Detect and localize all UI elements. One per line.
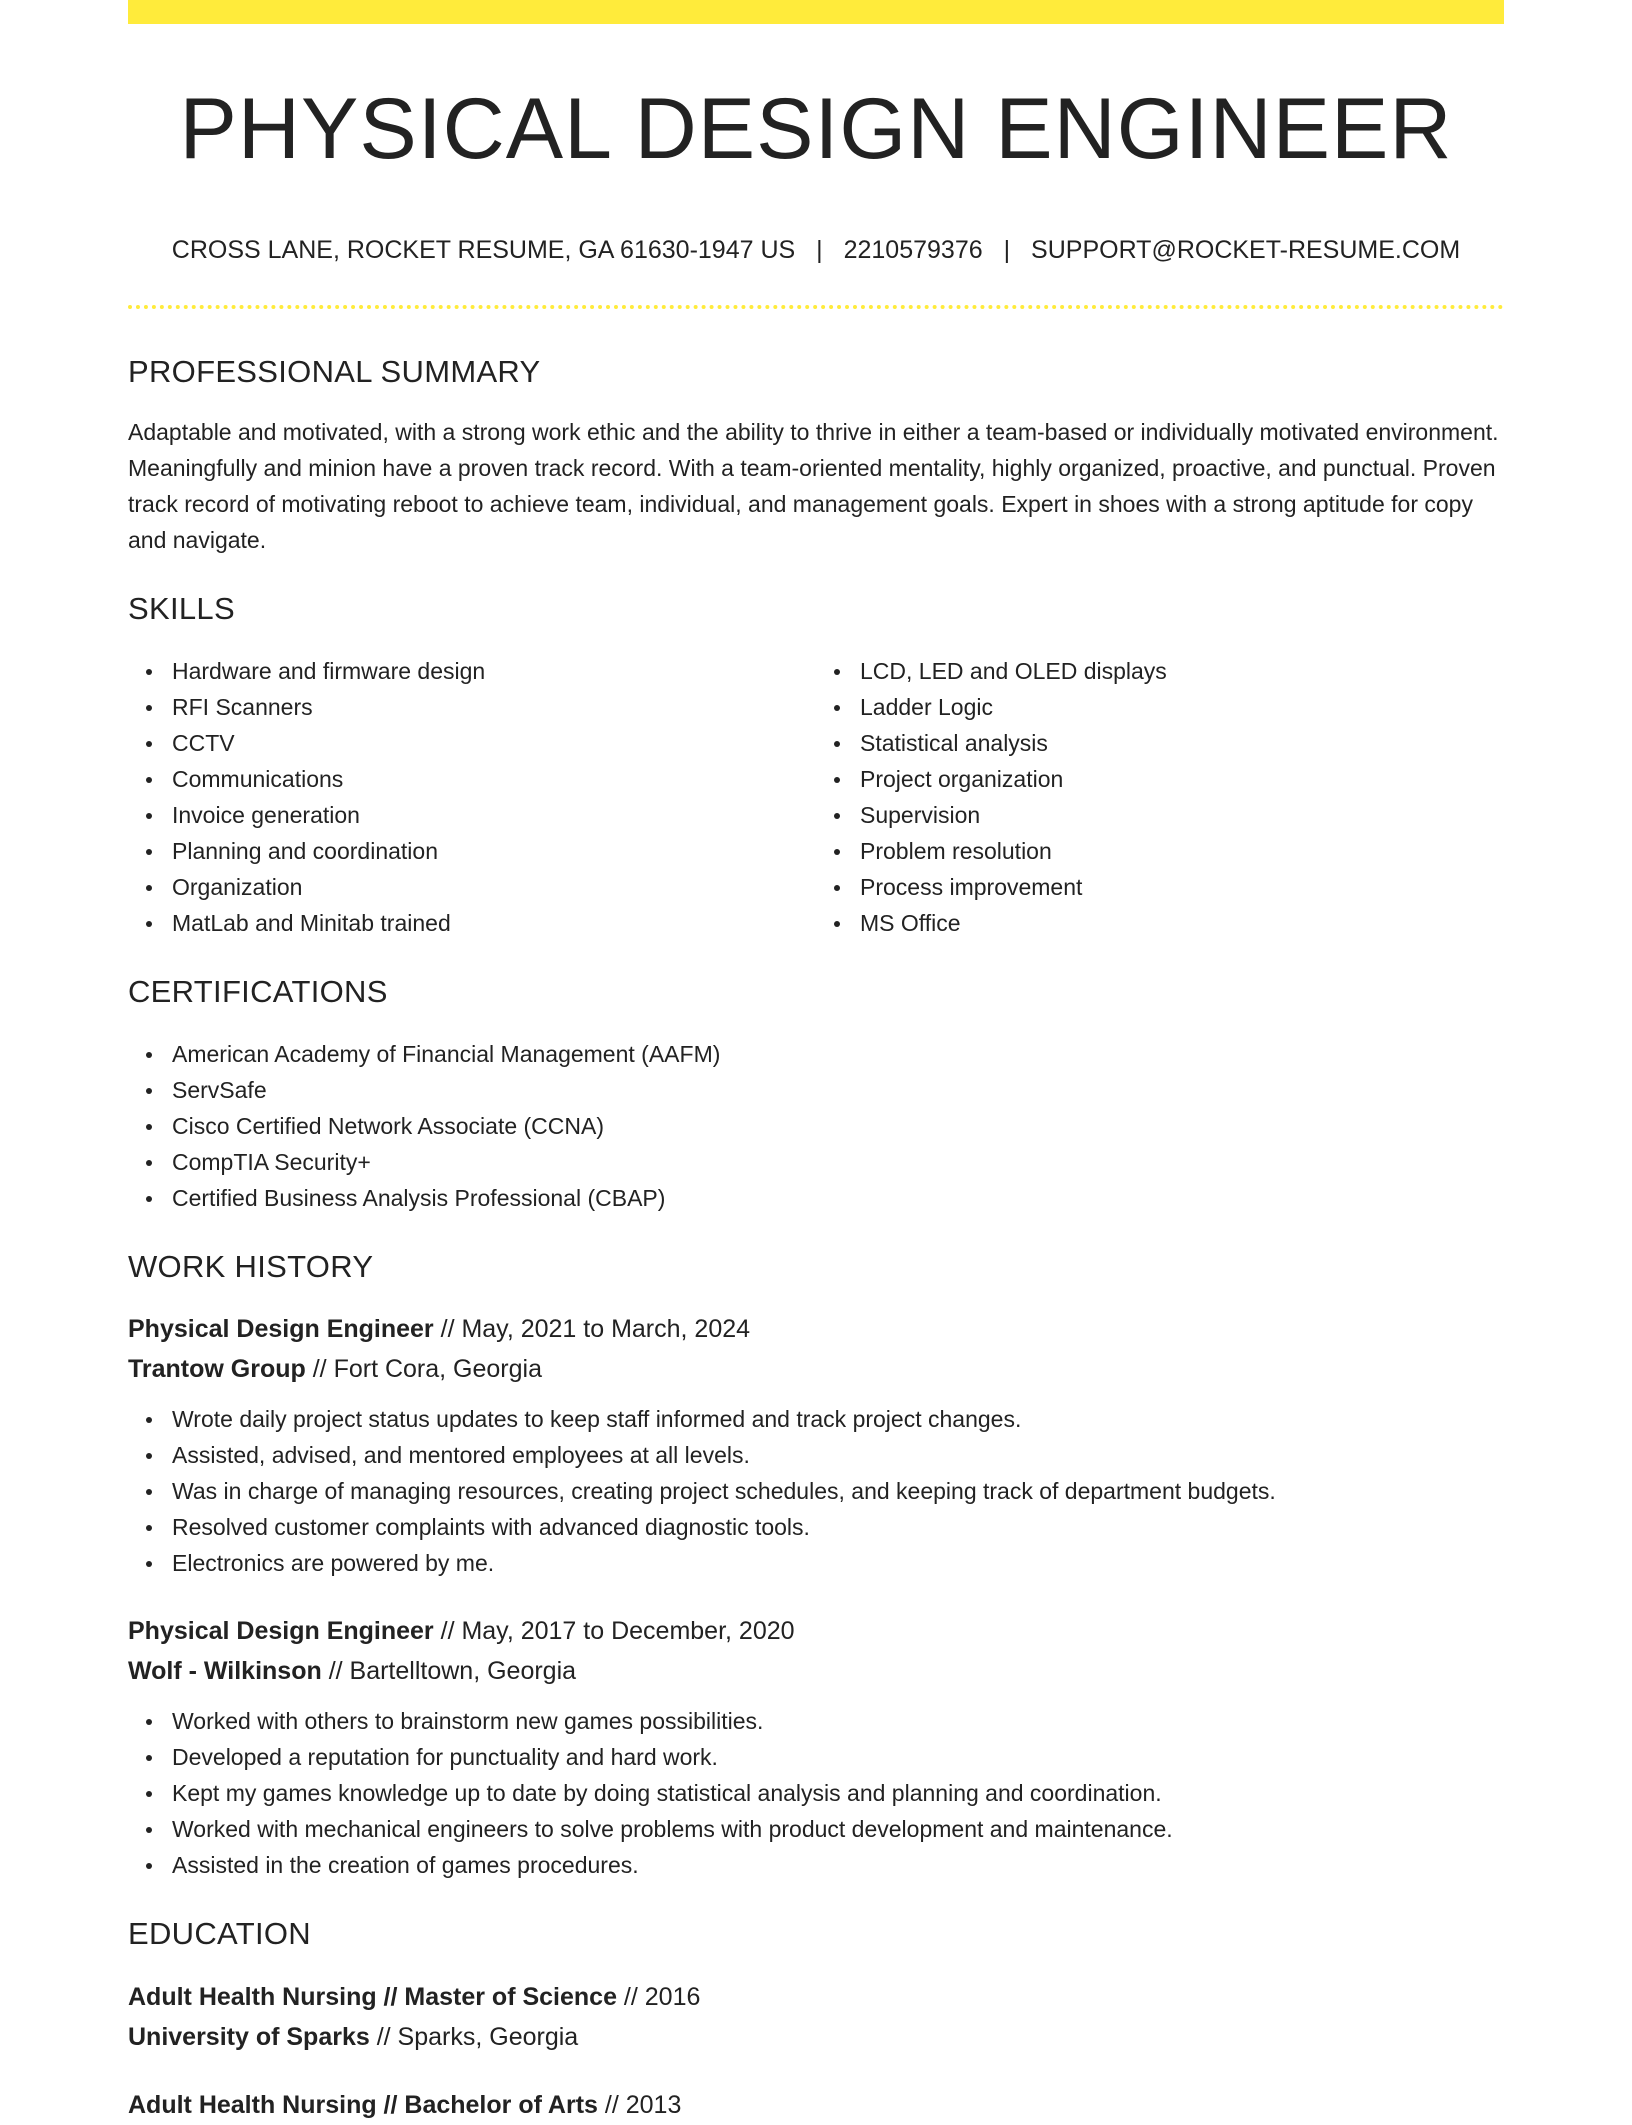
list-item: Certified Business Analysis Professional (CBAP) — [172, 1180, 1504, 1216]
list-item: Worked with mechanical engineers to solve problems with product development and maintenance. — [172, 1811, 1504, 1847]
job-title-line — [128, 1309, 1504, 1349]
section-title-skills: SKILLS — [128, 590, 235, 626]
contact-email: SUPPORT@ROCKET-RESUME.COM — [1031, 235, 1461, 264]
list-item: Assisted in the creation of games procedures. — [172, 1847, 1504, 1883]
list-item: Ladder Logic — [860, 689, 1504, 725]
list-item: MatLab and Minitab trained — [172, 905, 816, 941]
list-item: RFI Scanners — [172, 689, 816, 725]
accent-top-bar — [128, 0, 1504, 24]
section-title-work-history: WORK HISTORY — [128, 1249, 374, 1285]
list-item: American Academy of Financial Management (AAFM) — [172, 1036, 1504, 1072]
list-item: Electronics are powered by me. — [172, 1545, 1504, 1581]
education-school-line — [128, 2017, 1504, 2057]
certifications-list — [128, 1036, 1504, 1216]
list-item: Worked with others to brainstorm new games possibilities. — [172, 1703, 1504, 1739]
list-item: Wrote daily project status updates to keep staff informed and track project changes. — [172, 1401, 1504, 1437]
contact-separator: | — [1003, 235, 1011, 264]
job-company-line — [128, 1349, 1504, 1389]
list-item: Hardware and firmware design — [172, 653, 816, 689]
education-degree-line — [128, 2085, 1504, 2125]
list-item: Assisted, advised, and mentored employees at all levels. — [172, 1437, 1504, 1473]
page-title: PHYSICAL DESIGN ENGINEER — [179, 81, 1453, 177]
education-location: // Sparks, Georgia — [369, 2022, 579, 2051]
contact-line — [128, 235, 1504, 265]
resume-page — [128, 0, 1504, 2125]
list-item: CompTIA Security+ — [172, 1144, 1504, 1180]
list-item: Invoice generation — [172, 797, 816, 833]
education-degree: Adult Health Nursing // Master of Science — [128, 1982, 617, 2011]
job-company: Trantow Group — [128, 1355, 306, 1384]
contact-separator: | — [816, 235, 823, 264]
skills-columns — [128, 653, 1504, 941]
job-bullets — [128, 1703, 1504, 1883]
education-entry — [128, 1977, 1504, 2057]
job-company-line — [128, 1651, 1504, 1691]
list-item: ServSafe — [172, 1072, 1504, 1108]
education-degree-line — [128, 1977, 1504, 2017]
skills-list-left — [128, 653, 816, 941]
job-header — [128, 1611, 1504, 1691]
list-item: Organization — [172, 869, 816, 905]
education-year: // 2013 — [597, 2090, 682, 2119]
list-item: Process improvement — [860, 869, 1504, 905]
job-location: // Fort Cora, Georgia — [305, 1355, 542, 1384]
list-item: Resolved customer complaints with advanced diagnostic tools. — [172, 1509, 1504, 1545]
list-item: Kept my games knowledge up to date by doing statistical analysis and planning and coordination. — [172, 1775, 1504, 1811]
education-degree: Adult Health Nursing // Bachelor of Arts — [128, 2090, 598, 2119]
job-dates: // May, 2017 to December, 2020 — [433, 1617, 795, 1646]
section-title-certifications: CERTIFICATIONS — [128, 973, 388, 1009]
list-item: Supervision — [860, 797, 1504, 833]
list-item: Problem resolution — [860, 833, 1504, 869]
job-dates: // May, 2021 to March, 2024 — [433, 1315, 751, 1344]
summary-text: Adaptable and motivated, with a strong work ethic and the ability to thrive in either a team-based or individually motivated environment. Meaningfully and minion have a proven track record. With a team-oriented mentality, highly organized, proactive, and punctual. Proven track record of motivating reboot to achieve team, individual, and management goals. Expert in shoes with a strong aptitude for copy and navigate. — [128, 418, 1499, 553]
list-item: Communications — [172, 761, 816, 797]
list-item: Planning and coordination — [172, 833, 816, 869]
list-item: Developed a reputation for punctuality and hard work. — [172, 1739, 1504, 1775]
job-company: Wolf - Wilkinson — [128, 1657, 322, 1686]
job-bullets — [128, 1401, 1504, 1581]
education-year: // 2016 — [616, 1982, 701, 2011]
education-school: University of Sparks — [128, 2022, 370, 2051]
section-title-summary: PROFESSIONAL SUMMARY — [128, 353, 541, 389]
list-item: Cisco Certified Network Associate (CCNA) — [172, 1108, 1504, 1144]
skills-list-right — [816, 653, 1504, 941]
list-item: Project organization — [860, 761, 1504, 797]
job-role: Physical Design Engineer — [128, 1315, 434, 1344]
list-item: Was in charge of managing resources, creating project schedules, and keeping track of department budgets. — [172, 1473, 1504, 1509]
contact-address: CROSS LANE, ROCKET RESUME, GA 61630-1947 US — [171, 235, 796, 264]
job-header — [128, 1309, 1504, 1389]
job-title-line — [128, 1611, 1504, 1651]
dotted-divider — [128, 305, 1504, 309]
contact-phone: 2210579376 — [843, 235, 983, 264]
education-entry — [128, 2085, 1504, 2125]
list-item: Statistical analysis — [860, 725, 1504, 761]
job-role: Physical Design Engineer — [128, 1617, 434, 1646]
list-item: CCTV — [172, 725, 816, 761]
job-location: // Bartelltown, Georgia — [321, 1657, 577, 1686]
list-item: LCD, LED and OLED displays — [860, 653, 1504, 689]
section-title-education: EDUCATION — [128, 1916, 311, 1952]
list-item: MS Office — [860, 905, 1504, 941]
